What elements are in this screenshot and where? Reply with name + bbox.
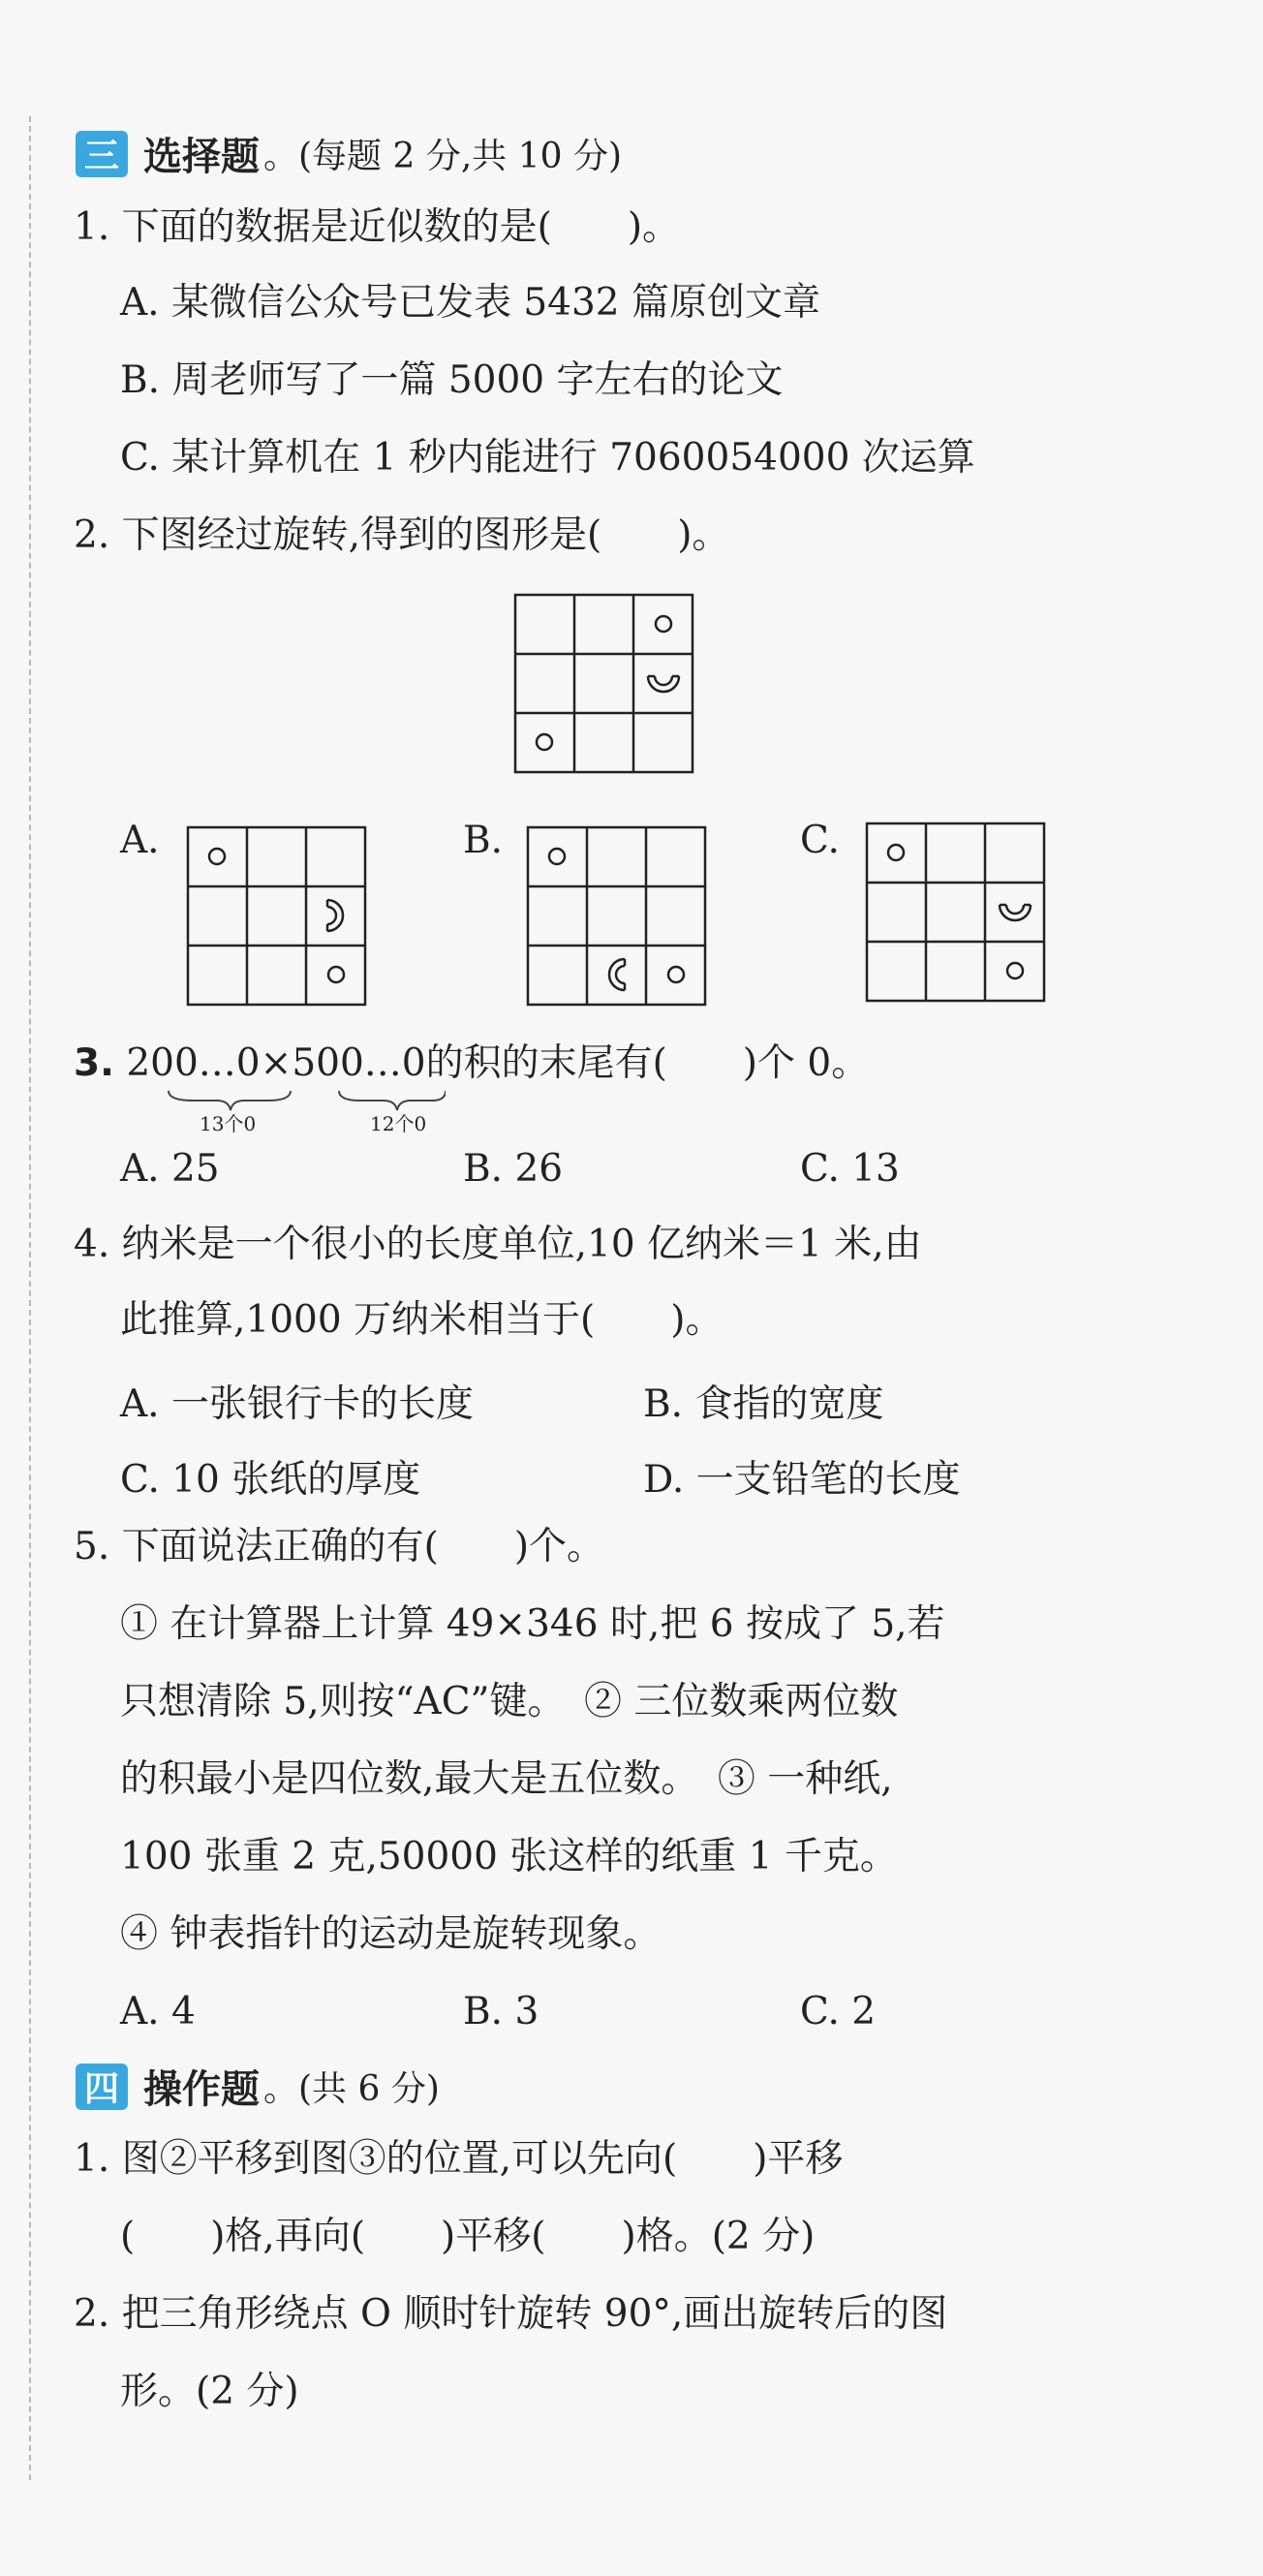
q2-option-b-label: B. (463, 819, 504, 862)
section-3-note: 。(每题 2 分,共 10 分) (263, 137, 623, 176)
section-3-badge: 三 (76, 131, 128, 177)
q5-option-b: B. 3 (463, 1990, 539, 2033)
q4-option-c: C. 10 张纸的厚度 (120, 1458, 421, 1502)
section-3-header (76, 126, 622, 181)
section-4-title: 操作题 (143, 2067, 260, 2112)
q3-option-a: A. 25 (120, 1147, 220, 1191)
q1-stem: 1. 下面的数据是近似数的是( )。 (74, 205, 681, 249)
q1-option-c: C. 某计算机在 1 秒内能进行 7060054000 次运算 (120, 436, 975, 480)
section-3-title: 选择题 (143, 135, 260, 179)
q1-option-a: A. 某微信公众号已发表 5432 篇原创文章 (120, 281, 821, 325)
q4-option-a: A. 一张银行卡的长度 (120, 1382, 474, 1426)
q3-factor-1: 200…0 (126, 1041, 261, 1085)
q1-option-b: B. 周老师写了一篇 5000 字左右的论文 (120, 358, 784, 402)
q2-option-a-label: A. (120, 819, 160, 862)
op2-line-2: 形。(2 分) (120, 2370, 299, 2413)
section-4-note: 。(共 6 分) (263, 2069, 440, 2109)
q2-option-c-grid (865, 822, 1049, 1006)
q2-original-grid-figure (513, 593, 697, 777)
q4-line-1: 4. 纳米是一个很小的长度单位,10 亿纳米＝1 米,由 (74, 1223, 922, 1266)
op2-line-1: 2. 把三角形绕点 O 顺时针旋转 90°,画出旋转后的图 (74, 2292, 948, 2336)
q5-statement-line-4: 100 张重 2 克,50000 张这样的纸重 1 千克。 (120, 1835, 898, 1878)
q5-statement-line-2: 只想清除 5,则按“AC”键。 ② 三位数乘两位数 (120, 1680, 899, 1723)
q2-option-a-grid (186, 825, 370, 1009)
op1-line-1: 1. 图②平移到图③的位置,可以先向( )平移 (74, 2137, 844, 2181)
q5-stem: 5. 下面说法正确的有( )个。 (74, 1525, 605, 1568)
q5-option-c: C. 2 (800, 1990, 877, 2033)
q3-brace-label-2: 12个0 (370, 1112, 427, 1135)
q3-number: 3. (74, 1041, 114, 1085)
q2-stem: 2. 下图经过旋转,得到的图形是( )。 (74, 513, 730, 557)
q4-option-d: D. 一支铅笔的长度 (643, 1458, 961, 1502)
q2-option-b-grid (526, 825, 710, 1009)
q3-option-b: B. 26 (463, 1147, 564, 1191)
q3-stem (74, 1041, 869, 1087)
section-4-header (76, 2059, 440, 2114)
q5-option-a: A. 4 (120, 1990, 196, 2033)
q3-brace-label-1: 13个0 (200, 1112, 257, 1135)
q5-statement-line-5: ④ 钟表指针的运动是旋转现象。 (120, 1912, 662, 1956)
q4-line-2: 此推算,1000 万纳米相当于( )。 (120, 1298, 724, 1342)
section-4-badge: 四 (76, 2064, 128, 2110)
q5-statement-line-1: ① 在计算器上计算 49×346 时,把 6 按成了 5,若 (120, 1602, 945, 1646)
q5-statement-line-3: 的积最小是四位数,最大是五位数。 ③ 一种纸, (120, 1757, 893, 1801)
q3-option-c: C. 13 (800, 1147, 900, 1191)
margin-dashed-line (29, 116, 31, 2480)
q3-factor-2: 500…0 (292, 1041, 426, 1085)
q2-option-c-label: C. (800, 819, 840, 862)
op1-line-2: ( )格,再向( )平移( )格。(2 分) (120, 2215, 816, 2258)
q4-option-b: B. 食指的宽度 (643, 1382, 884, 1426)
q3-tail-text: 的积的末尾有( )个 0。 (425, 1041, 870, 1085)
q3-times-sign: × (260, 1041, 293, 1085)
